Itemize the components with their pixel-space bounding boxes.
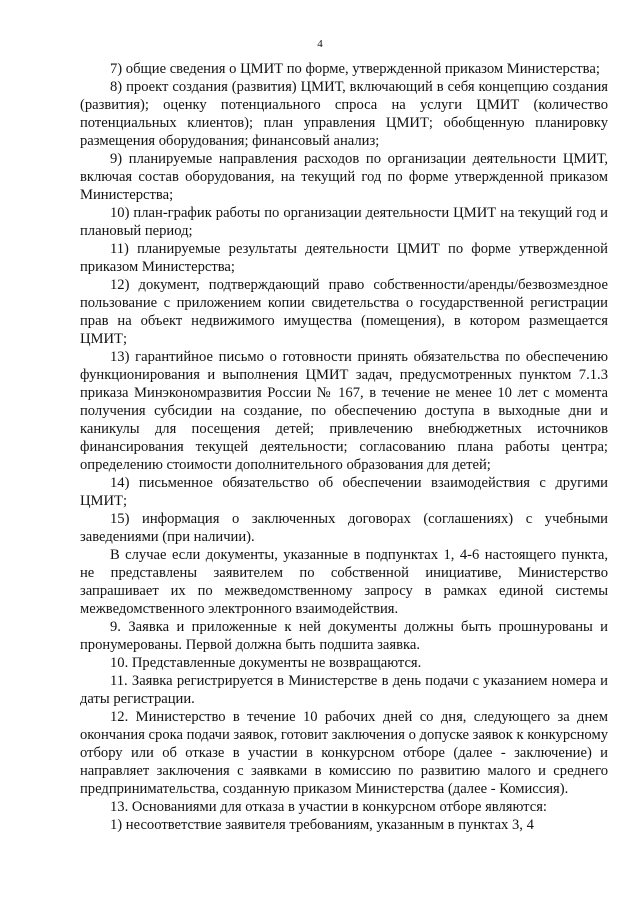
paragraph-item-15: 15) информация о заключенных договорах (соглашениях) с учебными заведениями (при наличии). xyxy=(80,511,608,545)
paragraph-item-9: 9) планируемые направления расходов по организации деятельности ЦМИТ, включая состав оборудования, на текущий год по форме утвержденной приказом Министерства; xyxy=(80,151,608,203)
paragraph-item-14: 14) письменное обязательство об обеспечении взаимодействия с другими ЦМИТ; xyxy=(80,475,608,509)
paragraph-interagency-request: В случае если документы, указанные в подпунктах 1, 4-6 настоящего пункта, не представлены заявителем по собственной инициативе, Министерство запрашивает их по межведомственному запросу в рамках единой системы межведомственного электронного взаимодействия. xyxy=(80,547,608,617)
paragraph-item-10: 10) план-график работы по организации деятельности ЦМИТ на текущий год и плановый период; xyxy=(80,205,608,239)
paragraph-item-7: 7) общие сведения о ЦМИТ по форме, утвержденной приказом Министерства; xyxy=(110,61,600,77)
paragraph-item-12: 12) документ, подтверждающий право собственности/аренды/безвозмездное пользование с приложением копии свидетельства о государственной регистрации прав на объект недвижимого имущества (помещения), в котором размещается ЦМИТ; xyxy=(80,277,608,347)
paragraph-item-8: 8) проект создания (развития) ЦМИТ, включающий в себя концепцию создания (развития); оценку потенциального спроса на услуги ЦМИТ (количество потенциальных клиентов); план управления ЦМИТ; обобщенную планировку размещения оборудования; финансовый анализ; xyxy=(80,79,608,149)
document-body xyxy=(80,60,608,834)
paragraph-clause-11: 11. Заявка регистрируется в Министерстве в день подачи с указанием номера и даты регистрации. xyxy=(80,673,608,707)
page-number: 4 xyxy=(317,38,323,50)
paragraph-clause-13: 13. Основаниями для отказа в участии в конкурсном отборе являются: xyxy=(110,799,547,815)
paragraph-clause-10: 10. Представленные документы не возвращаются. xyxy=(110,655,422,671)
paragraph-clause-9: 9. Заявка и приложенные к ней документы должны быть прошнурованы и пронумерованы. Первой должна быть подшита заявка. xyxy=(80,619,608,653)
paragraph-item-11: 11) планируемые результаты деятельности ЦМИТ по форме утвержденной приказом Министерства; xyxy=(80,241,608,275)
paragraph-item-13: 13) гарантийное письмо о готовности принять обязательства по обеспечению функционирования и выполнения ЦМИТ задач, предусмотренных пунктом 7.1.3 приказа Минэкономразвития России № 167, в течение не менее 10 лет с момента получения субсидии на создание, по обеспечению доступа в выходные дни и каникулы для посещения детей; привлечению внебюджетных источников финансирования текущей деятельности; согласованию плана работы центра; определению стоимости дополнительного образования для детей; xyxy=(80,349,608,473)
paragraph-refusal-item-1: 1) несоответствие заявителя требованиям, указанным в пунктах 3, 4 xyxy=(110,817,534,833)
paragraph-clause-12: 12. Министерство в течение 10 рабочих дней со дня, следующего за днем окончания срока подачи заявок, готовит заключения о допуске заявок к конкурсному отбору или об отказе в участии в конкурсном отборе (далее - заключение) и направляет заключения с заявками в комиссию по развитию малого и среднего предпринимательства, созданную приказом Министерства (далее - Комиссия). xyxy=(80,709,608,797)
